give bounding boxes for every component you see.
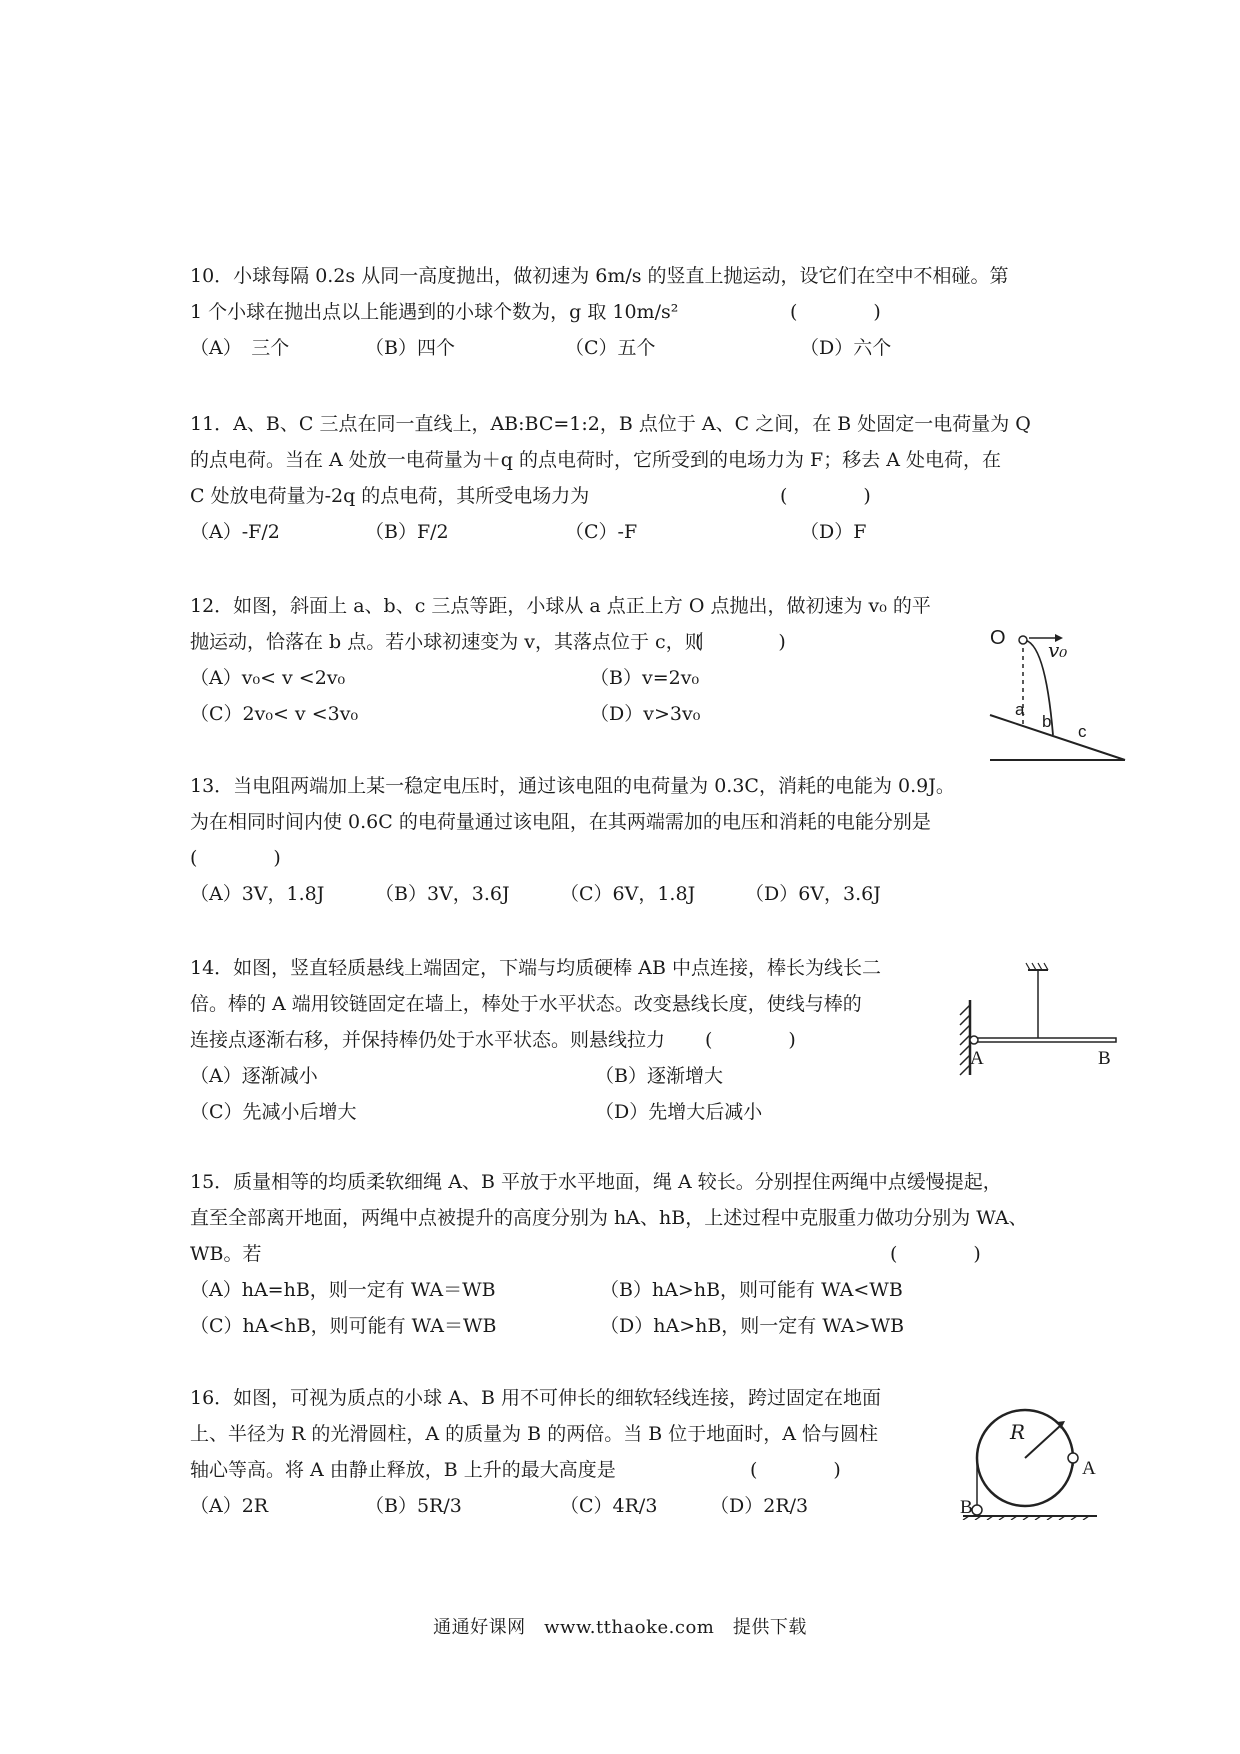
question-13-options bbox=[190, 876, 955, 912]
option-a: （A） 三个 bbox=[190, 337, 290, 359]
label-ball-b: B bbox=[960, 1497, 973, 1518]
question-14-line-2: 倍。棒的 A 端用铰链固定在墙上，棒处于水平状态。改变悬线长度，使线与棒的 bbox=[190, 993, 862, 1015]
question-13-line-3 bbox=[190, 840, 955, 876]
question-16-options bbox=[190, 1488, 881, 1524]
option-d: （D）2R/3 bbox=[710, 1495, 809, 1517]
option-d: （D）F bbox=[800, 521, 867, 543]
question-11 bbox=[190, 406, 1031, 550]
question-16-line-3 bbox=[190, 1452, 881, 1488]
question-10-options bbox=[190, 330, 1009, 366]
question-11-options bbox=[190, 514, 1031, 550]
question-15-line-3-text: WB。若 bbox=[190, 1243, 262, 1265]
wall-hatch-icon bbox=[960, 1005, 970, 1075]
question-13-line-1: 13．当电阻两端加上某一稳定电压时，通过该电阻的电荷量为 0.3C，消耗的电能为 0.9J。 bbox=[190, 775, 955, 797]
question-15 bbox=[190, 1164, 1028, 1344]
label-rod-b: B bbox=[1098, 1048, 1111, 1069]
question-10 bbox=[190, 258, 1009, 366]
option-b: （B）5R/3 bbox=[365, 1495, 462, 1517]
question-14-options-row-1 bbox=[190, 1058, 881, 1094]
answer-bracket: ( ) bbox=[780, 485, 871, 507]
ceiling-hatch-icon bbox=[1026, 963, 1048, 970]
question-15-options-row-2 bbox=[190, 1308, 1028, 1344]
question-14 bbox=[190, 950, 881, 1130]
option-a: （A）逐渐减小 bbox=[190, 1065, 318, 1087]
radius-line bbox=[1025, 1426, 1060, 1458]
label-o: O bbox=[990, 627, 1006, 649]
ball-icon bbox=[1019, 636, 1027, 644]
answer-bracket: ( ) bbox=[190, 847, 281, 869]
question-10-line-2 bbox=[190, 294, 1009, 330]
question-12-options-row-1 bbox=[190, 660, 931, 696]
answer-bracket: ( ) bbox=[695, 631, 786, 653]
option-a: （A）hA=hB，则一定有 WA＝WB bbox=[190, 1279, 496, 1301]
option-b: （B）四个 bbox=[365, 337, 455, 359]
footer-credit: 通通好课网 www.tthaoke.com 提供下载 bbox=[433, 1617, 807, 1638]
rod bbox=[976, 1038, 1116, 1042]
option-d: （D）6V，3.6J bbox=[745, 883, 881, 905]
option-d: （D）六个 bbox=[800, 337, 892, 359]
question-12-options-row-2 bbox=[190, 696, 931, 732]
question-15-line-1: 15．质量相等的均质柔软细绳 A、B 平放于水平地面，绳 A 较长。分别捏住两绳中点缓慢提起， bbox=[190, 1171, 1002, 1193]
option-c: （C）2v₀< v <3v₀ bbox=[190, 703, 359, 725]
question-11-line-3 bbox=[190, 478, 1031, 514]
option-b: （B）hA>hB，则可能有 WA<WB bbox=[600, 1279, 903, 1301]
label-b: b bbox=[1042, 712, 1052, 731]
label-v0: v₀ bbox=[1048, 638, 1068, 662]
question-11-line-1: 11．A、B、C 三点在同一直线上，AB:BC=1:2，B 点位于 A、C 之间，在 B 处固定一电荷量为 Q bbox=[190, 413, 1031, 435]
question-12 bbox=[190, 588, 931, 732]
option-a: （A）v₀< v <2v₀ bbox=[190, 667, 346, 689]
option-b: （B）3V，3.6J bbox=[375, 883, 510, 905]
question-16 bbox=[190, 1380, 881, 1524]
option-a: （A）3V，1.8J bbox=[190, 883, 325, 905]
question-10-line-2-text: 1 个小球在抛出点以上能遇到的小球个数为，g 取 10m/s² bbox=[190, 301, 679, 323]
ball-a-icon bbox=[1068, 1453, 1078, 1463]
question-12-line-2-text: 抛运动，恰落在 b 点。若小球初速变为 v，其落点位于 c，则 bbox=[190, 631, 704, 653]
question-16-line-1: 16．如图，可视为质点的小球 A、B 用不可伸长的细软轻线连接，跨过固定在地面 bbox=[190, 1387, 881, 1409]
option-a: （A）2R bbox=[190, 1495, 269, 1517]
option-c: （C）-F bbox=[565, 521, 638, 543]
label-a: a bbox=[1015, 700, 1025, 719]
question-15-line-3 bbox=[190, 1236, 1028, 1272]
option-c: （C）五个 bbox=[565, 337, 656, 359]
option-c: （C）先减小后增大 bbox=[190, 1101, 357, 1123]
question-12-line-1: 12．如图，斜面上 a、b、c 三点等距，小球从 a 点正上方 O 点抛出，做初速为 v₀ 的平 bbox=[190, 595, 931, 617]
option-b: （B）逐渐增大 bbox=[595, 1065, 723, 1087]
question-14-line-3 bbox=[190, 1022, 881, 1058]
option-a: （A）-F/2 bbox=[190, 521, 280, 543]
option-d: （D）hA>hB，则一定有 WA>WB bbox=[600, 1315, 905, 1337]
label-radius: R bbox=[1010, 1420, 1026, 1444]
answer-bracket: ( ) bbox=[705, 1029, 796, 1051]
label-c: c bbox=[1078, 722, 1087, 741]
question-13 bbox=[190, 768, 955, 912]
question-12-line-2 bbox=[190, 624, 931, 660]
question-11-line-3-text: C 处放电荷量为-2q 的点电荷，其所受电场力为 bbox=[190, 485, 590, 507]
answer-bracket: ( ) bbox=[750, 1459, 841, 1481]
label-ball-a: A bbox=[1082, 1458, 1096, 1479]
option-c: （C）hA<hB，则可能有 WA＝WB bbox=[190, 1315, 497, 1337]
question-15-options-row-1 bbox=[190, 1272, 1028, 1308]
question-16-line-2: 上、半径为 R 的光滑圆柱，A 的质量为 B 的两倍。当 B 位于地面时，A 恰与圆柱 bbox=[190, 1423, 878, 1445]
hinge-icon bbox=[970, 1036, 978, 1044]
question-14-options-row-2 bbox=[190, 1094, 881, 1130]
option-b: （B）F/2 bbox=[365, 521, 449, 543]
question-15-line-2: 直至全部离开地面，两绳中点被提升的高度分别为 hA、hB，上述过程中克服重力做功分别为 WA、 bbox=[190, 1207, 1028, 1229]
question-11-line-2: 的点电荷。当在 A 处放一电荷量为＋q 的点电荷时，它所受到的电场力为 F；移去 A 处电荷，在 bbox=[190, 449, 1002, 471]
slope-line bbox=[990, 715, 1125, 760]
ball-b-icon bbox=[972, 1505, 982, 1515]
option-c: （C）6V，1.8J bbox=[560, 883, 696, 905]
question-14-line-1: 14．如图，竖直轻质悬线上端固定，下端与均质硬棒 AB 中点连接，棒长为线长二 bbox=[190, 957, 881, 979]
question-13-line-2: 为在相同时间内使 0.6C 的电荷量通过该电阻，在其两端需加的电压和消耗的电能分别是 bbox=[190, 811, 931, 833]
question-16-line-3-text: 轴心等高。将 A 由静止释放，B 上升的最大高度是 bbox=[190, 1459, 616, 1481]
question-14-line-3-text: 连接点逐渐右移，并保持棒仍处于水平状态。则悬线拉力 bbox=[190, 1029, 666, 1051]
label-rod-a: A bbox=[970, 1048, 984, 1069]
option-c: （C）4R/3 bbox=[560, 1495, 658, 1517]
option-b: （B）v=2v₀ bbox=[590, 667, 700, 689]
option-d: （D）v>3v₀ bbox=[590, 703, 701, 725]
answer-bracket: ( ) bbox=[790, 301, 881, 323]
question-10-line-1: 10．小球每隔 0.2s 从同一高度抛出，做初速为 6m/s 的竖直上抛运动，设它们在空中不相碰。第 bbox=[190, 265, 1009, 287]
option-d: （D）先增大后减小 bbox=[595, 1101, 763, 1123]
answer-bracket: ( ) bbox=[890, 1243, 981, 1265]
